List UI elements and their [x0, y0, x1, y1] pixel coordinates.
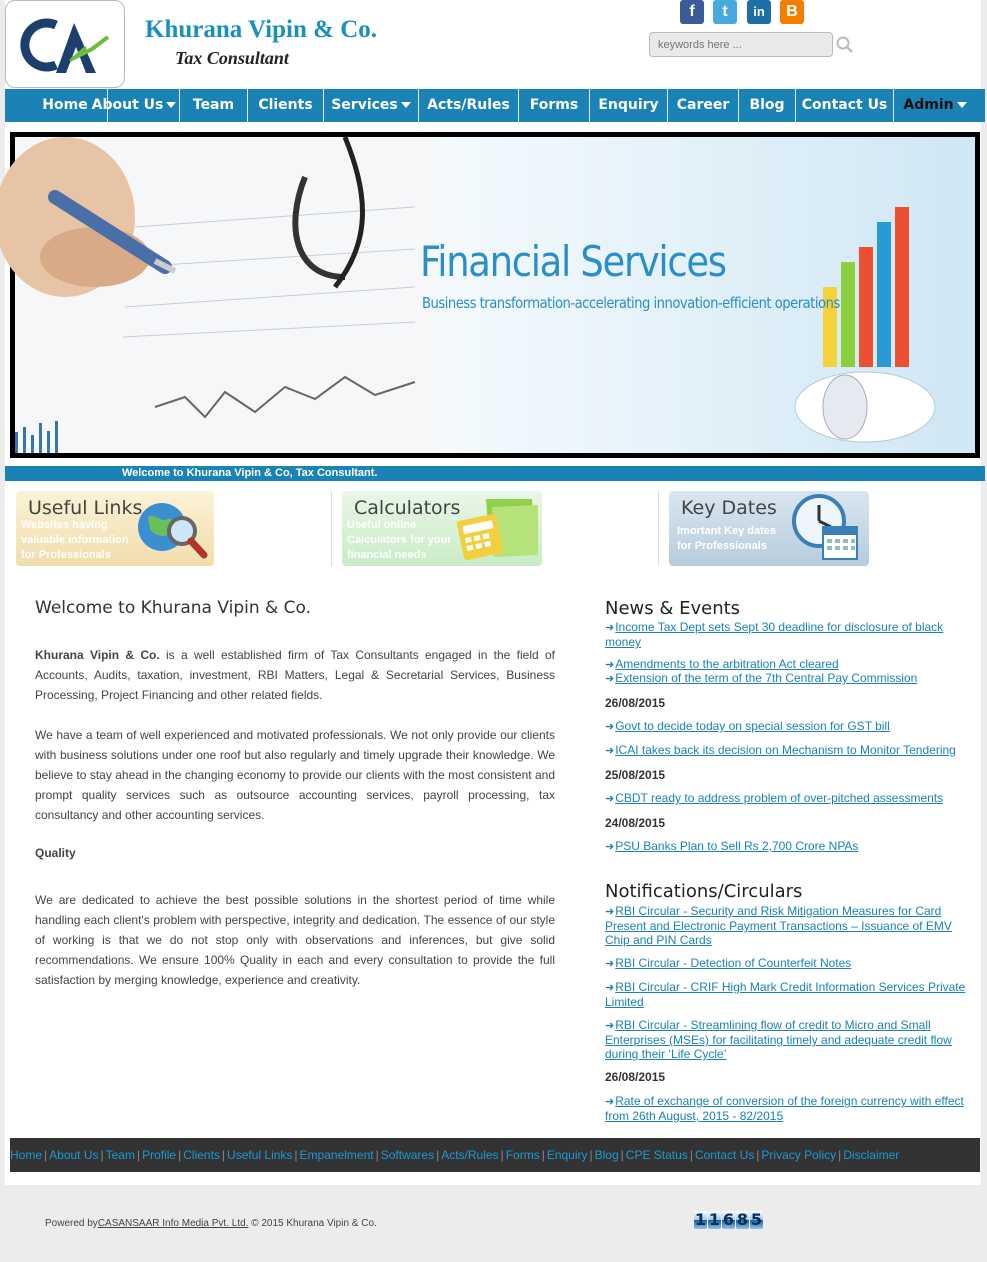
- notification-item-text: RBI Circular - Detection of Counterfeit Notes: [615, 956, 852, 970]
- notifications-list: [605, 904, 975, 1124]
- nav-forms-label: Forms: [529, 97, 579, 113]
- main-nav: [5, 89, 985, 122]
- key-dates-desc: [677, 524, 776, 554]
- globe-magnifier-icon: [134, 499, 214, 561]
- nav-acts-label: Acts/Rules: [427, 97, 510, 113]
- footer-link-useful-links[interactable]: Useful Links: [227, 1148, 293, 1162]
- key-dates-box[interactable]: [669, 491, 869, 566]
- key-dates-desc-line: for Professionals: [677, 540, 767, 552]
- footer-links: [10, 1148, 899, 1162]
- arrow-right-icon: ➜: [605, 982, 615, 994]
- useful-links-box[interactable]: [16, 491, 214, 566]
- caret-down-icon: [401, 102, 411, 108]
- footer-separator: |: [44, 1148, 48, 1162]
- promo-divider: [658, 491, 659, 566]
- firm-tagline: Tax Consultant: [175, 48, 289, 68]
- quality-paragraph: We are dedicated to achieve the best possible solutions in the shortest period of time while handling each client's problem with perspective, integrity and dedication. The essence of our style of working is that we do not stop only with observations and inferences, but give solid recommendations. We ensure 100% Quality in each and every consultation to provide the full satisfaction by merging knowledge, experience and creativity.: [35, 893, 555, 987]
- news-item[interactable]: [605, 620, 971, 649]
- nav-team-label: Team: [192, 97, 235, 113]
- welcome-marquee-bar: [5, 466, 985, 481]
- caret-down-icon: [166, 102, 176, 108]
- nav-career-label: Career: [676, 97, 730, 113]
- nav-career[interactable]: [668, 89, 739, 122]
- firm-name-bold: Khurana Vipin & Co.: [35, 648, 160, 662]
- footer-link-disclaimer[interactable]: Disclaimer: [843, 1148, 900, 1162]
- welcome-marquee-text: Welcome to Khurana Vipin & Co, Tax Consultant.: [122, 467, 378, 479]
- footer-link-contact[interactable]: Contact Us: [694, 1148, 755, 1162]
- blogger-icon[interactable]: B: [780, 0, 804, 24]
- arrow-right-icon: ➜: [605, 793, 615, 805]
- nav-clients-label: Clients: [258, 97, 313, 113]
- footer-link-cpe-status[interactable]: CPE Status: [625, 1148, 688, 1162]
- footer-link-enquiry[interactable]: Enquiry: [546, 1148, 588, 1162]
- arrow-right-icon: ➜: [605, 1020, 615, 1032]
- arrow-right-icon: ➜: [605, 659, 615, 671]
- counter-digit: 6: [722, 1210, 735, 1229]
- calculators-desc: [347, 518, 452, 563]
- footer-link-blog[interactable]: Blog: [594, 1148, 619, 1162]
- powered-by-prefix: Powered by: [45, 1218, 98, 1229]
- caret-down-icon: [957, 102, 967, 108]
- footer-separator: |: [689, 1148, 693, 1162]
- notifications-heading: Notifications/Circulars: [605, 881, 803, 902]
- footer-link-profile[interactable]: Profile: [142, 1148, 177, 1162]
- notification-item-text: RBI Circular - Streamlining flow of credit to Micro and Small Enterprises (MSEs) for facilitating timely and adequate credit flow during their ‘Life Cycle’: [605, 1018, 952, 1061]
- visitor-counter: [694, 1211, 774, 1233]
- news-item[interactable]: [605, 839, 971, 854]
- twitter-icon[interactable]: t: [713, 0, 737, 24]
- useful-links-desc-line: for Professionals: [21, 549, 111, 561]
- notification-item-text: RBI Circular - CRIF High Mark Credit Information Services Private Limited: [605, 980, 966, 1009]
- useful-links-title: Useful Links: [28, 497, 143, 519]
- key-dates-desc-line: Imortant Key dates: [677, 525, 777, 537]
- hero-banner: [10, 132, 980, 458]
- footer-link-forms[interactable]: Forms: [505, 1148, 540, 1162]
- news-date: 24/08/2015: [605, 816, 666, 830]
- arrow-right-icon: ➜: [605, 745, 615, 757]
- firm-name: Khurana Vipin & Co.: [145, 16, 378, 43]
- calculators-desc-line: Calculators for your: [347, 534, 452, 546]
- nav-services-label: Services: [331, 97, 398, 113]
- team-paragraph: We have a team of well experienced and motivated professionals. We not only provide our clients with business solutions under one roof but also regularly and timely upgrade their knowledge. We believe to stay ahead in the changing economy to provide our clients with the most consistent and prompt quality services such as outsource accounting services, payroll processing, tax consultancy and other accounting services.: [35, 728, 555, 822]
- banner-title: Financial Services: [420, 237, 726, 286]
- calculator-folder-icon: [456, 493, 540, 563]
- banner-subtitle: Business transformation-accelerating innovation-efficient operations: [422, 294, 840, 312]
- footer-nav: [10, 1138, 980, 1172]
- arrow-right-icon: ➜: [605, 721, 615, 733]
- footer-link-softwares[interactable]: Softwares: [380, 1148, 435, 1162]
- clock-calendar-icon: [789, 493, 867, 563]
- counter-digit: 1: [708, 1210, 721, 1229]
- nav-contact-label: Contact Us: [801, 97, 888, 113]
- arrow-right-icon: ➜: [605, 1096, 615, 1108]
- search-input[interactable]: [649, 32, 833, 57]
- nav-admin-label: Admin: [903, 97, 954, 113]
- notification-item[interactable]: [605, 904, 971, 947]
- footer-separator: |: [100, 1148, 104, 1162]
- footer-separator: |: [436, 1148, 440, 1162]
- news-item-text: Govt to decide today on special session for GST bill: [615, 719, 890, 733]
- footer-separator: |: [589, 1148, 593, 1162]
- calculators-desc-line: Useful online: [347, 519, 417, 531]
- nav-team[interactable]: [180, 89, 248, 122]
- news-item[interactable]: [605, 671, 971, 686]
- footer-link-acts[interactable]: Acts/Rules: [441, 1148, 499, 1162]
- news-item[interactable]: [605, 719, 971, 734]
- news-heading: News & Events: [605, 598, 741, 619]
- news-item-text: PSU Banks Plan to Sell Rs 2,700 Crore NPAs: [615, 839, 859, 853]
- intro-paragraph-text: is a well established firm of Tax Consultants engaged in the field of Accounts, Audits, taxation, investment, RBI Matters, Legal & Secretarial Services, Business Processing, Project Financing and other related fields.: [35, 648, 555, 702]
- footer-separator: |: [375, 1148, 379, 1162]
- site-logo[interactable]: [5, 0, 125, 88]
- news-item-text: Extension of the term of the 7th Central Pay Commission: [615, 671, 918, 685]
- search-icon[interactable]: [835, 35, 855, 55]
- footer-link-empanelment[interactable]: Empanelment: [299, 1148, 374, 1162]
- useful-links-desc: [21, 518, 129, 563]
- nav-acts[interactable]: [419, 89, 519, 122]
- promo-divider: [331, 491, 332, 566]
- nav-about[interactable]: [89, 89, 180, 122]
- footer-separator: |: [136, 1148, 141, 1162]
- counter-digit: 1: [694, 1210, 707, 1229]
- news-date: 25/08/2015: [605, 768, 666, 782]
- counter-digit: 8: [736, 1210, 749, 1229]
- arrow-right-icon: ➜: [605, 958, 615, 970]
- facebook-icon[interactable]: f: [680, 0, 704, 24]
- counter-digit: 5: [750, 1210, 763, 1229]
- footer-separator: |: [838, 1148, 842, 1162]
- powered-by-link[interactable]: CASANSAAR Info Media Pvt. Ltd.: [97, 1218, 249, 1229]
- footer-separator: |: [756, 1148, 760, 1162]
- footer-link-home[interactable]: Home: [10, 1148, 43, 1162]
- notification-date: 26/08/2015: [605, 1070, 666, 1084]
- useful-links-desc-line: valuable information: [21, 534, 129, 546]
- nav-contact[interactable]: [796, 89, 894, 122]
- notification-item[interactable]: [605, 980, 971, 1009]
- calculators-box[interactable]: [342, 491, 542, 566]
- arrow-right-icon: ➜: [605, 622, 615, 634]
- footer-separator: |: [500, 1148, 504, 1162]
- notification-item[interactable]: [605, 956, 971, 971]
- footer-link-privacy[interactable]: Privacy Policy: [761, 1148, 837, 1162]
- welcome-heading: Welcome to Khurana Vipin & Co.: [35, 598, 312, 618]
- footer-link-about[interactable]: About Us: [49, 1148, 99, 1162]
- key-dates-title: Key Dates: [681, 497, 777, 519]
- news-item[interactable]: [605, 791, 971, 806]
- calculators-desc-line: financial needs: [347, 549, 427, 561]
- footer-separator: |: [178, 1148, 182, 1162]
- nav-blog-label: Blog: [749, 97, 785, 113]
- banner-image: [15, 137, 975, 453]
- nav-home-label: Home: [42, 97, 88, 113]
- nav-clients[interactable]: [248, 89, 324, 122]
- news-list: [605, 620, 975, 853]
- footer-separator: |: [620, 1148, 624, 1162]
- news-date: 26/08/2015: [605, 696, 666, 710]
- calculators-title: Calculators: [354, 497, 461, 519]
- arrow-right-icon: ➜: [605, 841, 615, 853]
- notification-item-text: RBI Circular - Security and Risk Mitigation Measures for Card Present and Electronic Payment Transactions – Issuance of EMV Chip and PIN Cards: [605, 904, 952, 947]
- copyright-text: © 2015 Khurana Vipin & Co.: [248, 1218, 377, 1229]
- arrow-right-icon: ➜: [605, 673, 615, 685]
- nav-admin[interactable]: [894, 89, 976, 122]
- linkedin-icon[interactable]: in: [747, 0, 771, 24]
- useful-links-desc-line: Websites having: [21, 519, 108, 531]
- footer-separator: |: [221, 1148, 226, 1162]
- nav-enquiry-label: Enquiry: [598, 97, 659, 113]
- intro-paragraph: [35, 645, 555, 705]
- footer-link-clients[interactable]: Clients: [183, 1148, 220, 1162]
- nav-forms[interactable]: [519, 89, 590, 122]
- powered-by-text: [45, 1218, 377, 1229]
- nav-services[interactable]: [324, 89, 419, 122]
- quality-heading: Quality: [35, 846, 76, 860]
- news-item[interactable]: [605, 743, 971, 758]
- nav-blog[interactable]: [739, 89, 796, 122]
- footer-link-team[interactable]: Team: [105, 1148, 135, 1162]
- news-item[interactable]: [605, 657, 971, 671]
- ca-logo-icon: [12, 7, 120, 83]
- nav-about-label: About Us: [91, 97, 164, 113]
- arrow-right-icon: ➜: [605, 906, 615, 918]
- page-container: [5, 0, 981, 1185]
- nav-enquiry[interactable]: [590, 89, 668, 122]
- footer-separator: |: [294, 1148, 298, 1162]
- news-item-text: ICAI takes back its decision on Mechanism to Monitor Tendering: [615, 743, 956, 757]
- notification-item[interactable]: [605, 1018, 971, 1061]
- news-item-text: Income Tax Dept sets Sept 30 deadline for disclosure of black money: [605, 620, 944, 649]
- footer-separator: |: [541, 1148, 545, 1162]
- news-item-text: Amendments to the arbitration Act cleared: [615, 657, 839, 671]
- notification-item[interactable]: [605, 1094, 971, 1123]
- notification-item-text: Rate of exchange of conversion of the foreign currency with effect from 26th August, 2015 - 82/2015: [605, 1094, 964, 1123]
- news-item-text: CBDT ready to address problem of over-pitched assessments: [615, 791, 944, 805]
